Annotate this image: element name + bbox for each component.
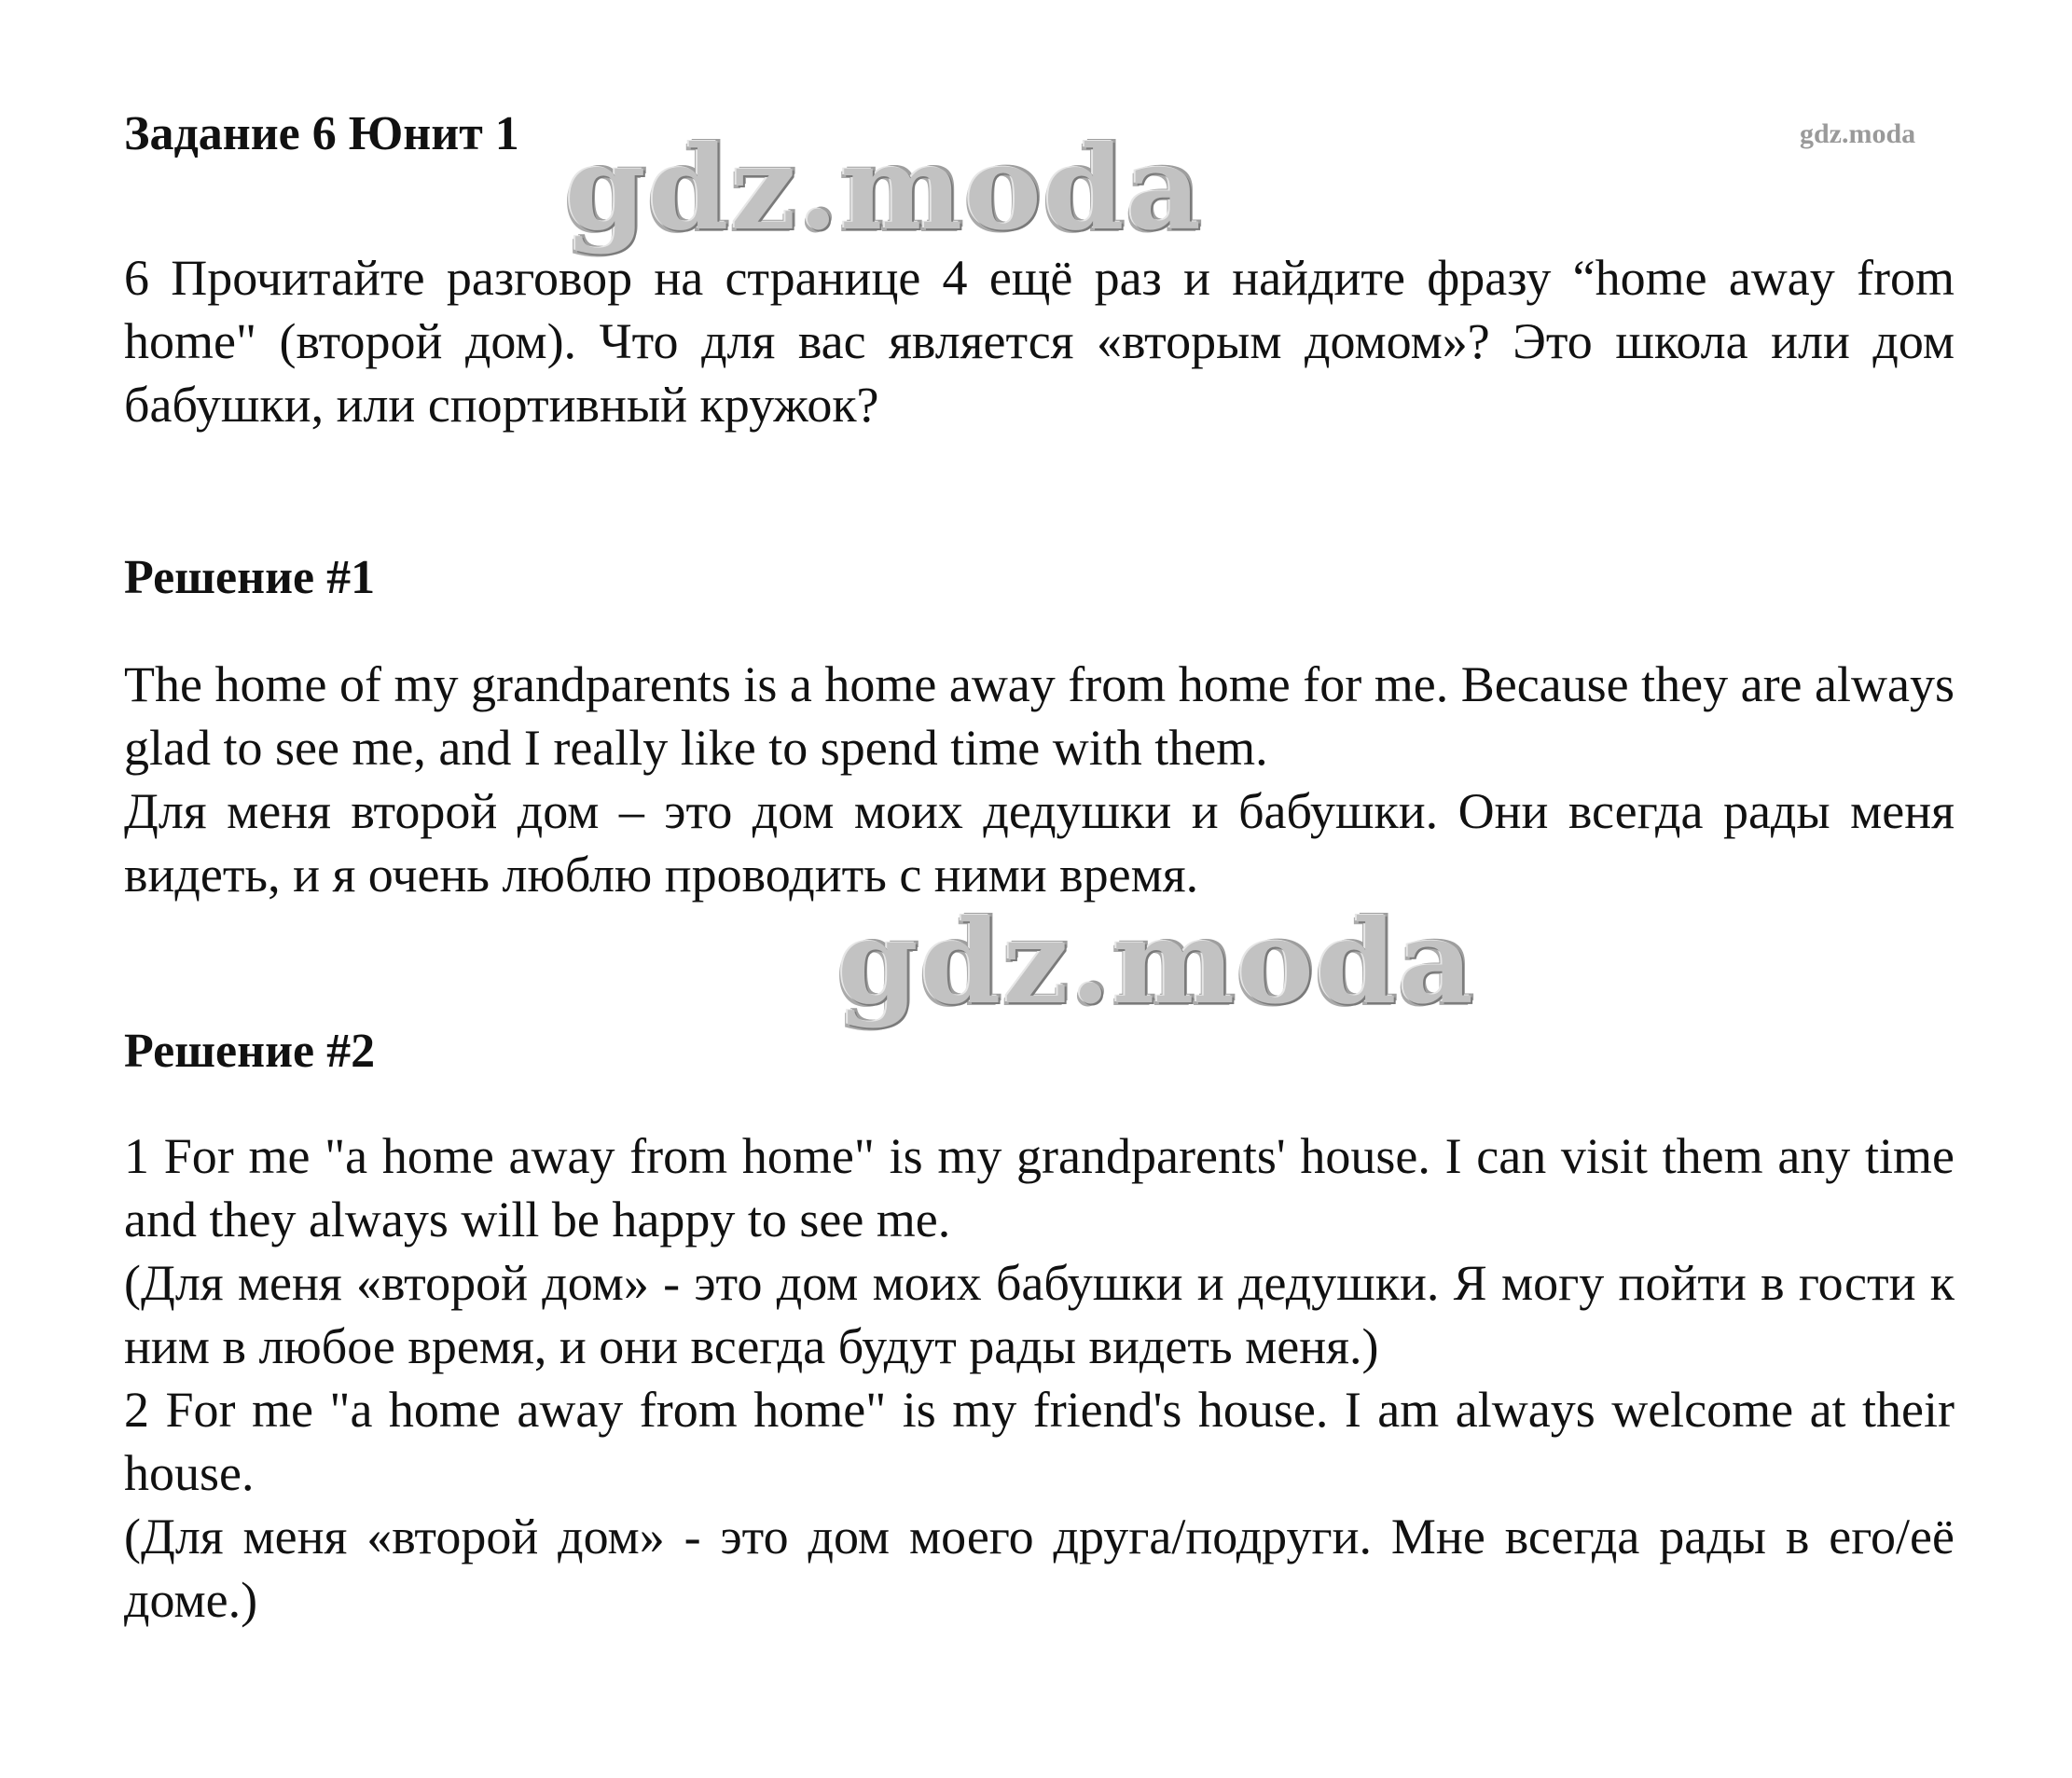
task-text: 6 Прочитайте разговор на странице 4 ещё раз и найдите фразу “home away from home" (второй дом). Что для вас является «вторым домом»? Это школа или дом бабушки, или спортивный кружок? bbox=[124, 250, 1955, 433]
task-title: Задание 6 Юнит 1 bbox=[124, 107, 519, 160]
solution-2-item-1-english: 1 For me "a home away from home" is my grandparents' house. I can visit them any time and they always will be happy to see me. bbox=[124, 1128, 1955, 1247]
solution-2-item-2-english: 2 For me "a home away from home" is my friend's house. I am always welcome at their house. bbox=[124, 1382, 1955, 1501]
solution-1-heading: Решение #1 bbox=[124, 551, 376, 604]
solution-2-item-2-russian: (Для меня «второй дом» - это дом моего друга/подруги. Мне всегда рады в его/её доме.) bbox=[124, 1509, 1955, 1628]
solution-1-body bbox=[124, 653, 1955, 906]
corner-watermark: gdz.moda bbox=[1800, 118, 1916, 149]
task-description bbox=[124, 246, 1955, 436]
solution-2-body bbox=[124, 1124, 1955, 1632]
watermark-logo-top: gdz.moda bbox=[565, 121, 1203, 256]
solution-2-item-1-russian: (Для меня «второй дом» - это дом моих бабушки и дедушки. Я могу пойти в гости к ним в любое время, и они всегда будут рады видеть меня.) bbox=[124, 1255, 1955, 1374]
watermark-logo-middle: gdz.moda bbox=[837, 895, 1475, 1030]
solution-2-heading: Решение #2 bbox=[124, 1025, 376, 1078]
solution-1-russian: Для меня второй дом – это дом моих дедушки и бабушки. Они всегда рады меня видеть, и я очень люблю проводить с ними время. bbox=[124, 783, 1955, 903]
solution-1-english: The home of my grandparents is a home away from home for me. Because they are always glad to see me, and I really like to spend time with them. bbox=[124, 656, 1955, 776]
